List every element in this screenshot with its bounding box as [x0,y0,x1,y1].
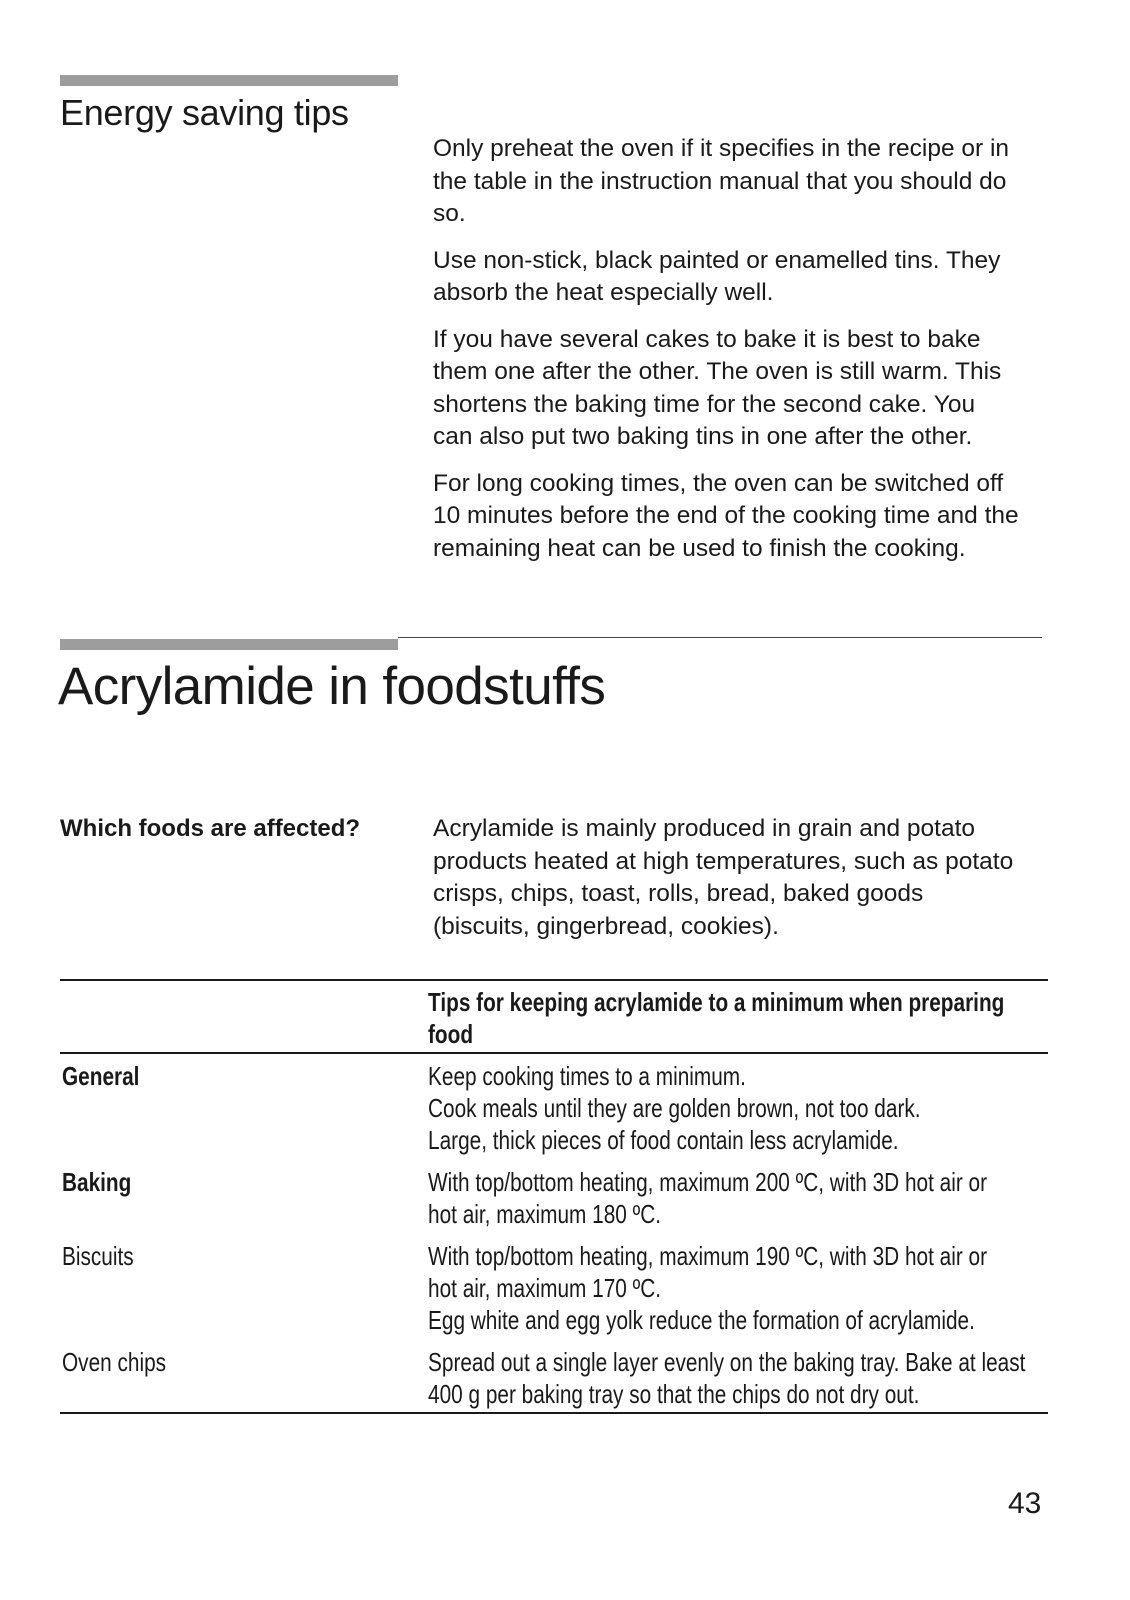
acrylamide-heading: Acrylamide in foodstuffs [58,657,606,716]
table-row-label-biscuits: Biscuits [62,1241,134,1271]
table-top-rule [60,979,1048,981]
table-row-label-general: General [62,1061,140,1091]
energy-paragraph-3: If you have several cakes to bake it is best to bake them one after the other. The oven is still warm. This shortens the baking time for the second cake. You can also put two baking tins in one after the other. [433,325,1002,450]
page-number: 43 [1008,1487,1042,1520]
table-row-general: Keep cooking times to a minimum. Cook meals until they are golden brown, not too dark. Large, thick pieces of food contain less acrylamide. [428,1061,921,1155]
energy-paragraph-1: Only preheat the oven if it specifies in the recipe or in the table in the instruction manual that you should do so. [433,135,1010,227]
table-row-baking: With top/bottom heating, maximum 200 ºC, with 3D hot air or hot air, maximum 180 ºC. [428,1167,988,1229]
energy-paragraphs [433,133,1073,579]
table-row-oven-chips: Spread out a single layer evenly on the baking tray. Bake at least 400 g per baking tray so that the chips do not dry out. [428,1347,1026,1409]
energy-paragraph-2: Use non-stick, black painted or enamelled tins. They absorb the heat especially well. [433,246,1001,306]
table-header-rule [60,1052,1048,1054]
table-row-label-baking: Baking [62,1167,132,1197]
answer-text: Acrylamide is mainly produced in grain and potato products heated at high temperatures, such as potato crisps, chips, toast, rolls, bread, baked goods (biscuits, gingerbread, cookies). [433,815,1014,940]
question-label: Which foods are affected? [60,815,361,842]
table-row-label-oven-chips: Oven chips [62,1347,167,1377]
energy-heading: Energy saving tips [60,92,349,133]
section-rule-acrylamide [398,637,1042,638]
table-header: Tips for keeping acrylamide to a minimum when preparing food [428,987,1005,1049]
table-bottom-rule [60,1412,1048,1414]
section-bar-energy [60,75,398,86]
table-row-biscuits: With top/bottom heating, maximum 190 ºC, with 3D hot air or hot air, maximum 170 ºC. Egg white and egg yolk reduce the formation of acrylamide. [428,1241,988,1335]
energy-paragraph-4: For long cooking times, the oven can be switched off 10 minutes before the end of the cooking time and the remaining heat can be used to finish the cooking. [433,469,1019,562]
section-bar-acrylamide [60,639,398,650]
